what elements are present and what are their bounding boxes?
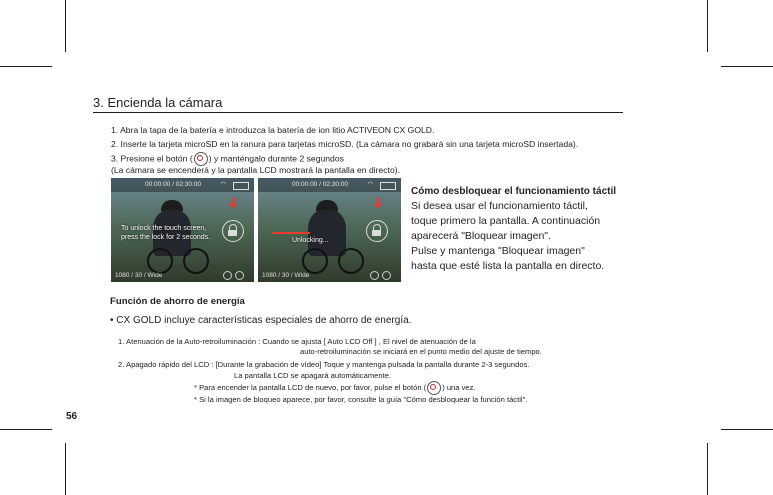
crop-mark [721,66,773,67]
power-button-icon [427,381,441,395]
record-indicator-icon [377,198,380,202]
step-2: 2. Inserte la tarjeta microSD en la ranura para tarjetas microSD. (La cámara no grabará sin una tarjeta microSD insertada). [111,139,579,149]
timecode: 00:00:00 / 02:30:00 [292,181,349,188]
note-3-text-after: ) una vez. [442,383,476,392]
note-2-line-1: 2. Apagado rápido del LCD : [Durante la grabación de vídeo] Toque y mantenga pulsada la pantalla durante 2-3 segundos. [118,360,530,369]
note-2-line-2: La pantalla LCD se apagará automáticamente. [234,371,392,380]
resolution-label: 1080 / 30 / Wide [115,272,163,279]
camera-screen-unlocking [258,178,401,282]
lock-icon[interactable] [222,220,244,242]
battery-icon [380,182,396,190]
unlock-line-2: toque primero la pantalla. A continuación [411,215,601,227]
note-3-text-before: * Para encender la pantalla LCD de nuevo, por favor, pulse el botón ( [194,383,427,392]
resolution-label: 1080 / 30 / Wide [262,272,310,279]
page-number: 56 [66,411,78,422]
wifi-icon: ◠ [367,181,373,188]
camera-screen-locked [111,178,254,282]
unlock-progress-bar [272,232,310,234]
unlocking-label: Unlocking... [292,237,329,244]
crop-mark [721,429,773,430]
step-1: 1. Abra la tapa de la batería e introduzca la batería de ion litio ACTIVEON CX GOLD. [111,125,435,135]
crop-mark [65,443,66,495]
crop-mark [0,66,52,67]
step-3-text-before: 3. Presione el botón ( [111,153,193,164]
step-4: (La cámara se encenderá y la pantalla LCD mostrará la pantalla en directo). [111,165,400,175]
unlock-instruction-line-1: To unlock the touch screen, [121,225,207,232]
unlock-heading: Cómo desbloquear el funcionamiento táctil [411,186,617,197]
power-button-icon [194,152,208,166]
bottom-bar [111,270,254,282]
energy-saving-bullet [110,315,411,326]
bullet-mark: • [110,315,114,326]
unlock-line-5: hasta que esté lista la pantalla en directo. [411,260,605,272]
settings-icon [382,271,391,280]
unlock-instruction [121,224,210,242]
note-3-line-2: * Si la imagen de bloqueo aparece, por favor, consulte la guía "Cómo desbloquear la función táctil". [194,395,528,404]
bullet-text: CX GOLD incluye características especiales de ahorro de energía. [116,315,412,326]
unlock-instruction-line-2: press the lock for 2 seconds. [121,234,211,241]
bottom-bar [258,270,401,282]
unlock-line-4: Pulse y mantenga "Bloquear imagen" [411,245,585,257]
crop-mark [65,0,66,52]
note-1-line-1: 1. Atenuación de la Auto-retroiluminación : Cuando se ajusta [ Auto LCD Off ] , El nivel de atenuación de la [118,337,476,346]
timecode: 00:00:00 / 02:30:00 [145,181,202,188]
energy-saving-title: Función de ahorro de energía [110,296,245,307]
crop-mark [0,429,52,430]
battery-icon [233,182,249,190]
title-divider [93,112,623,113]
status-bar [111,178,254,192]
arrow-down-icon [229,203,237,209]
status-bar [258,178,401,192]
note-3-line-1 [194,381,476,395]
unlock-line-3: aparecerá "Bloquear imagen". [411,230,551,242]
crop-mark [707,443,708,495]
arrow-down-icon [374,203,382,209]
mode-icon [370,271,379,280]
record-indicator-icon [232,198,235,202]
settings-icon [235,271,244,280]
unlock-instructions [411,184,641,274]
lock-icon[interactable] [366,220,388,242]
crop-mark [707,0,708,52]
wifi-icon: ◠ [220,181,226,188]
note-1-line-2: auto-retroiluminación se iniciará en el punto medio del ajuste de tiempo. [300,347,542,356]
step-3 [111,152,344,166]
mode-icon [223,271,232,280]
unlock-line-1: Si desea usar el funcionamiento táctil, [411,200,588,212]
section-title: 3. Encienda la cámara [93,95,223,110]
step-3-text-after: ) y manténgalo durante 2 segundos [208,153,344,164]
